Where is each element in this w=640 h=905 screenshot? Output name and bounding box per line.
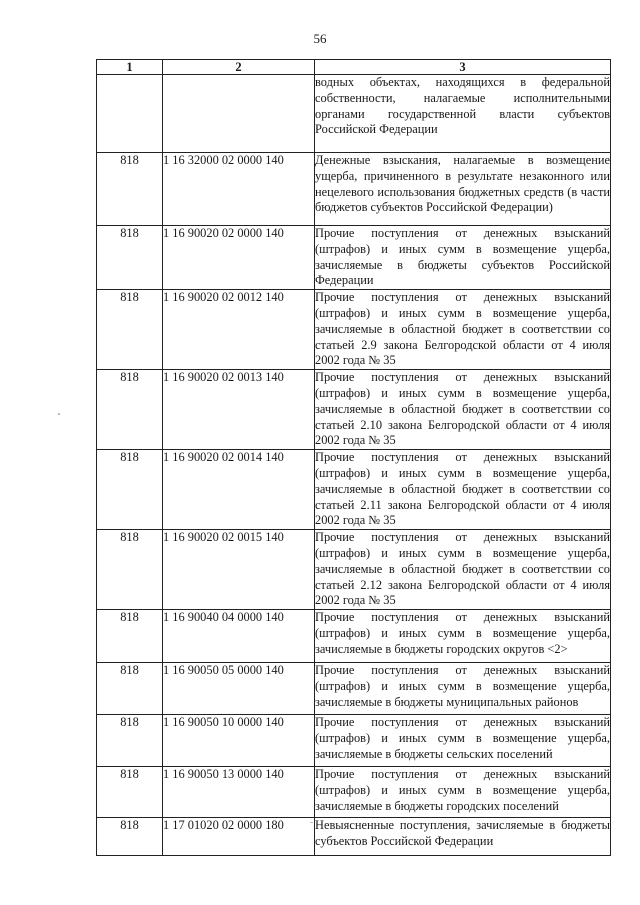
table-row [97,153,611,226]
table-row [97,818,611,856]
description-cell: Прочие поступления от денежных взысканий (штрафов) и иных сумм в возмещение ущерба, зачисляемые в областной бюджет в соответствии со статьей 2.11 закона Белгородской области от 4 июля 2002 года № 35 [315,450,611,530]
table-row [97,715,611,767]
admin-code-cell: 818 [97,450,163,530]
admin-code-cell [97,75,163,153]
table-row [97,370,611,450]
admin-code-cell: 818 [97,153,163,226]
table-header-row [97,60,611,75]
table-row [97,663,611,715]
budget-code-cell [163,75,315,153]
revenue-codes-table [96,59,611,856]
description-cell: Прочие поступления от денежных взысканий (штрафов) и иных сумм в возмещение ущерба, зачисляемые в областной бюджет в соответствии со статьей 2.10 закона Белгородской области от 4 июля 2002 года № 35 [315,370,611,450]
description-cell: Прочие поступления от денежных взысканий (штрафов) и иных сумм в возмещение ущерба, зачисляемые в бюджеты городских округов <2> [315,610,611,663]
table-row [97,530,611,610]
header-col-2: 2 [163,60,315,75]
description-cell: водных объектах, находящихся в федеральной собственности, налагаемые исполнительными органами государственной власти субъектов Российской Федерации [315,75,611,153]
description-cell: Прочие поступления от денежных взысканий (штрафов) и иных сумм в возмещение ущерба, зачисляемые в бюджеты городских поселений [315,767,611,818]
table-row [97,75,611,153]
budget-code-cell: 1 16 90020 02 0015 140 [163,530,315,610]
description-cell: Денежные взыскания, налагаемые в возмещение ущерба, причиненного в результате незаконного или нецелевого использования бюджетных средств (в части бюджетов субъектов Российской Федерации) [315,153,611,226]
admin-code-cell: 818 [97,610,163,663]
admin-code-cell: 818 [97,226,163,290]
admin-code-cell: 818 [97,767,163,818]
header-col-3: 3 [315,60,611,75]
budget-code-cell: 1 16 90040 04 0000 140 [163,610,315,663]
admin-code-cell: 818 [97,530,163,610]
admin-code-cell: 818 [97,290,163,370]
description-cell: Прочие поступления от денежных взысканий (штрафов) и иных сумм в возмещение ущерба, зачисляемые в областной бюджет в соответствии со статьей 2.9 закона Белгородской области от 4 июля 2002 года № 35 [315,290,611,370]
description-cell: Прочие поступления от денежных взысканий (штрафов) и иных сумм в возмещение ущерба, зачисляемые в бюджеты субъектов Российской Федерации [315,226,611,290]
scan-speck [310,822,313,823]
budget-code-cell: 1 16 90050 13 0000 140 [163,767,315,818]
page-number: 56 [313,31,327,46]
scan-speck [58,413,60,415]
admin-code-cell: 818 [97,715,163,767]
description-cell: Прочие поступления от денежных взысканий (штрафов) и иных сумм в возмещение ущерба, зачисляемые в бюджеты сельских поселений [315,715,611,767]
budget-code-cell: 1 16 90020 02 0013 140 [163,370,315,450]
description-cell: Невыясненные поступления, зачисляемые в бюджеты субъектов Российской Федерации [315,818,611,856]
description-cell: Прочие поступления от денежных взысканий (штрафов) и иных сумм в возмещение ущерба, зачисляемые в областной бюджет в соответствии со статьей 2.12 закона Белгородской области от 4 июля 2002 года № 35 [315,530,611,610]
budget-code-cell: 1 16 90020 02 0000 140 [163,226,315,290]
table-row [97,610,611,663]
budget-code-cell: 1 17 01020 02 0000 180 [163,818,315,856]
admin-code-cell: 818 [97,663,163,715]
budget-code-cell: 1 16 90020 02 0012 140 [163,290,315,370]
table-row [97,226,611,290]
header-col-1: 1 [97,60,163,75]
budget-code-cell: 1 16 90050 05 0000 140 [163,663,315,715]
budget-code-cell: 1 16 90050 10 0000 140 [163,715,315,767]
description-cell: Прочие поступления от денежных взысканий (штрафов) и иных сумм в возмещение ущерба, зачисляемые в бюджеты муниципальных районов [315,663,611,715]
budget-code-cell: 1 16 90020 02 0014 140 [163,450,315,530]
table-row [97,450,611,530]
admin-code-cell: 818 [97,370,163,450]
table-row [97,290,611,370]
budget-code-cell: 1 16 32000 02 0000 140 [163,153,315,226]
table-row [97,767,611,818]
admin-code-cell: 818 [97,818,163,856]
